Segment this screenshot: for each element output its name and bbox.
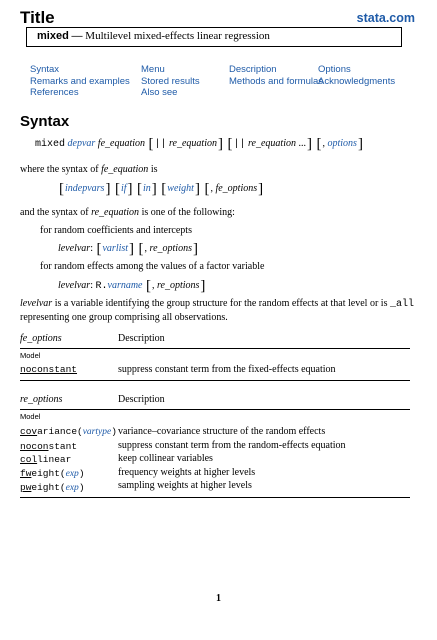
if-link[interactable]: if [120, 183, 127, 194]
comma-3: , [144, 243, 148, 254]
re-option-noconstant: noconstant [20, 440, 78, 452]
fe-options-header: fe_options [20, 333, 62, 344]
title-box [26, 27, 402, 47]
re-option-covariance: covariance(vartype) [20, 426, 117, 437]
re-equation-term: re_equation [169, 138, 217, 149]
in-link[interactable]: in [143, 183, 151, 194]
title-description: Multilevel mixed-effects linear regression [85, 30, 270, 42]
title-command: mixed [37, 30, 69, 42]
fe-model-group: Model [20, 351, 41, 360]
varlist-link[interactable]: varlist [102, 243, 129, 254]
re-equation-term-2: re_equation [248, 138, 296, 149]
re-options-term: re_options [149, 243, 192, 254]
where-is: is [150, 164, 158, 175]
weight-link[interactable]: weight [167, 183, 194, 194]
colon-2: : [90, 280, 93, 291]
and-sentence [20, 207, 235, 218]
where-text: where the syntax of [20, 164, 99, 175]
re-model-group: Model [20, 412, 41, 421]
levelvar-desc-text: is a variable identifying the group structure for the random effects at that level or is [52, 298, 390, 309]
nav-options[interactable]: Options [318, 64, 351, 75]
levelvar-desc-tail: representing one group comprising all observations. [20, 312, 228, 323]
syntax-heading: Syntax [20, 113, 70, 130]
bars-token: || [154, 139, 167, 150]
re-desc-collinear: keep collinear variables [118, 453, 213, 464]
re-equation-ref: re_equation [91, 207, 140, 218]
depvar-link[interactable]: depvar [67, 138, 96, 149]
levelvar-desc-term: levelvar [20, 298, 53, 309]
fe-equation-syntax: [indepvars] [if] [in] [weight] [, fe_options] [59, 181, 264, 197]
re-desc-covariance: variance–covariance structure of the random effects [118, 426, 326, 437]
nav-remarks[interactable]: Remarks and examples [30, 75, 130, 87]
fe-table-rule-bottom [20, 380, 410, 381]
re-desc-pweight: sampling weights at higher levels [118, 480, 252, 491]
and-tail: is one of the following: [141, 207, 235, 218]
re-table-rule-top [20, 409, 410, 410]
title-dash: — [71, 30, 83, 42]
fe-description-header: Description [118, 333, 165, 344]
re-option-list [20, 425, 117, 496]
fe-equation-term: fe_equation [97, 138, 146, 149]
re-option-collinear: collinear [20, 454, 72, 465]
fe-noconstant-desc: suppress constant term from the fixed-effects equation [118, 364, 336, 375]
re-options-header: re_options [20, 394, 63, 405]
levelvar-syntax-2: levelvar: R.varname [, re_options] [58, 278, 206, 294]
r-prefix: R. [95, 281, 108, 292]
re-options-term-2: re_options [157, 280, 200, 291]
levelvar-syntax-1: levelvar: [varlist] [, re_options] [58, 241, 198, 257]
levelvar-term: levelvar [58, 243, 91, 254]
options-link[interactable]: options [327, 138, 357, 149]
bars-token-2: || [233, 139, 246, 150]
ellipsis: ... [298, 138, 306, 149]
re-option-fweight: fweight(exp) [20, 467, 85, 479]
colon: : [90, 243, 93, 254]
syntax-line: mixed depvar fe_equation [|| re_equation] [|| re_equation ...] [, options] [35, 136, 363, 152]
comma: , [322, 138, 325, 149]
nav-description[interactable]: Description [229, 64, 277, 75]
nav-stored-results[interactable]: Stored results [141, 75, 200, 87]
page-title: Title [20, 8, 55, 27]
nav-syntax[interactable]: Syntax [30, 64, 60, 75]
all-token: _all [389, 299, 414, 310]
fe-equation-ref: fe_equation [101, 164, 149, 175]
comma-2: , [210, 183, 213, 194]
stata-link[interactable]: stata.com [356, 11, 415, 25]
re-table-rule-bottom [20, 497, 410, 498]
varname-link[interactable]: varname [107, 280, 143, 291]
syntax-command: mixed [35, 139, 66, 150]
re-description-header: Description [118, 394, 165, 405]
fe-noconstant-option: noconstant [20, 364, 78, 375]
nav-menu[interactable]: Menu [141, 64, 165, 75]
fe-table-rule-top [20, 348, 410, 349]
fe-options-term: fe_options [215, 183, 258, 194]
levelvar-term-2: levelvar [58, 280, 91, 291]
comma-4: , [152, 280, 155, 291]
and-text: and the syntax of [20, 207, 89, 218]
where-sentence [20, 164, 157, 175]
nav-methods[interactable]: Methods and formulas [229, 75, 323, 87]
random-factor-text: for random effects among the values of a factor variable [40, 261, 265, 272]
indepvars-link[interactable]: indepvars [65, 183, 105, 194]
re-desc-fweight: frequency weights at higher levels [118, 466, 256, 478]
page-number: 1 [216, 593, 221, 604]
nav-acknowledgments[interactable]: Acknowledgments [318, 75, 396, 87]
re-option-pweight: pweight(exp) [20, 482, 85, 493]
random-coef-text: for random coefficients and intercepts [40, 225, 192, 236]
nav-references[interactable]: References [30, 87, 79, 98]
re-desc-list [118, 425, 346, 493]
re-desc-noconstant: suppress constant term from the random-effects equation [118, 439, 346, 451]
nav-also-see[interactable]: Also see [141, 87, 178, 98]
levelvar-description [20, 297, 417, 324]
